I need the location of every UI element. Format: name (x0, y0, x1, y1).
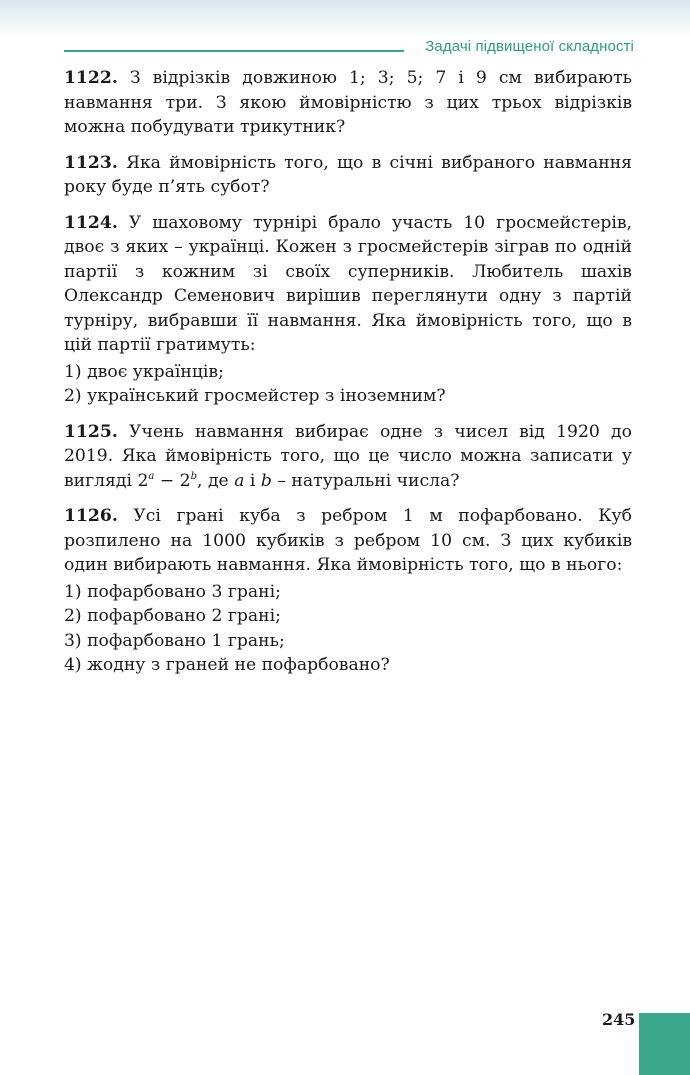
problem-statement-end: – натуральні числа? (271, 470, 460, 491)
sub-item: 2) пофарбовано 2 грані; (64, 606, 281, 626)
variable-a: a (234, 470, 245, 491)
sub-item: 4) жодну з граней не пофарбовано? (64, 655, 390, 675)
problem-number: 1125. (64, 421, 118, 442)
variable-b: b (260, 470, 272, 491)
problem-text (64, 66, 632, 140)
problem-1125 (64, 420, 632, 494)
problem-number: 1123. (64, 152, 118, 173)
exponent-b: b (190, 470, 198, 482)
problem-text (64, 420, 632, 494)
problem-text (64, 211, 632, 358)
problem-number: 1124. (64, 212, 118, 233)
problems-list (64, 66, 632, 689)
problem-statement-part: і (244, 470, 261, 491)
problem-number: 1126. (64, 506, 118, 526)
sub-item: 2) український гросмейстер з іноземним? (64, 386, 446, 406)
problem-text (64, 504, 632, 578)
page-number: 245 (602, 1010, 636, 1029)
problem-statement: Яка ймовірність того, що в січні вибраного навмання року буде п’ять субот? (64, 152, 633, 197)
problem-1126 (64, 504, 632, 678)
sub-item: 1) пофарбовано 3 грані; (64, 581, 281, 602)
problem-statement: З відрізків довжиною 1; 3; 5; 7 і 9 см вибирають навмання три. З якою ймовірністю з цих трьох відрізків можна побудувати трикутник? (64, 68, 632, 137)
corner-color-tab (639, 1013, 690, 1075)
top-gradient-band (0, 0, 690, 38)
header-rule (64, 50, 404, 52)
problem-1123 (64, 151, 632, 200)
sub-item: 1) двоє українців; (64, 361, 224, 382)
problem-1122 (64, 66, 632, 140)
problem-text (64, 151, 632, 200)
problem-statement-mid: − 2 (154, 470, 191, 491)
sub-items (64, 360, 632, 409)
sub-items (64, 580, 632, 678)
problem-statement-start: Учень навмання вибирає одне з чисел від 1920 до 2019. Яка ймовірність того, що це число можна записати у вигляді 2 (64, 421, 632, 491)
problem-statement: У шаховому турнірі брало участь 10 гросмейстерів, двоє з яких – українці. Кожен з гросмейстерів зіграв по одній партії з кожним зі своїх суперників. Любитель шахів Олександр Семенович вирішив переглянути одну з партій турніру, вибравши її навмання. Яка ймовірність того, що в цій партії гратимуть: (64, 212, 633, 355)
running-header-title: Задачі підвищеної складності (425, 38, 634, 55)
problem-statement-part: , де (197, 470, 235, 491)
exponent-a: a (148, 470, 155, 482)
problem-1124 (64, 211, 632, 409)
problem-number: 1122. (64, 68, 118, 88)
sub-item: 3) пофарбовано 1 грань; (64, 630, 285, 651)
problem-statement: Усі грані куба з ребром 1 м пофарбовано. Куб розпилено на 1000 кубиків з ребром 10 см. З цих кубиків один вибирають навмання. Яка ймовірність того, що в нього: (64, 506, 632, 575)
